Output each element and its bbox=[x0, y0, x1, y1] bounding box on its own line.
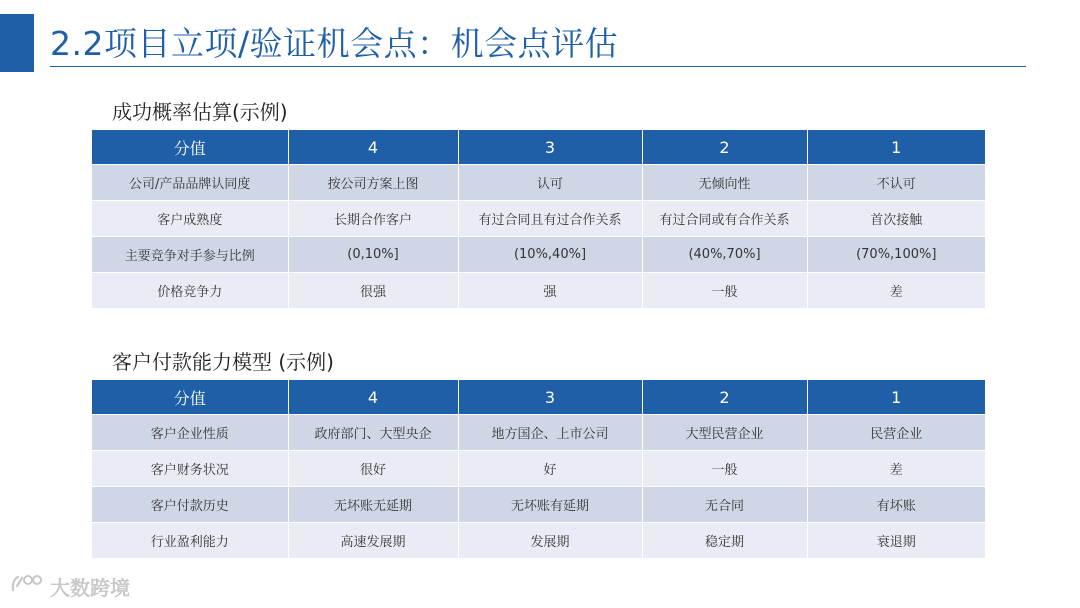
table-cell: 大型民营企业 bbox=[642, 415, 807, 451]
header-cell: 2 bbox=[642, 130, 807, 165]
table-cell: 衰退期 bbox=[807, 523, 985, 559]
header-cell: 1 bbox=[807, 380, 985, 415]
payment-capability-table bbox=[92, 380, 985, 558]
header-cell: 3 bbox=[458, 380, 642, 415]
header-cell: 1 bbox=[807, 130, 985, 165]
table-header-row bbox=[92, 130, 985, 165]
table-row bbox=[92, 415, 985, 451]
table-cell: 无倾向性 bbox=[642, 165, 807, 201]
row-label: 客户成熟度 bbox=[92, 201, 288, 237]
header-cell: 4 bbox=[288, 130, 458, 165]
table-row bbox=[92, 273, 985, 309]
row-label: 行业盈利能力 bbox=[92, 523, 288, 559]
title-divider bbox=[50, 66, 1026, 67]
table-row bbox=[92, 237, 985, 273]
table-cell: (10%,40%] bbox=[458, 237, 642, 273]
table-cell: 长期合作客户 bbox=[288, 201, 458, 237]
table-cell: 高速发展期 bbox=[288, 523, 458, 559]
page-title: 2.2项目立项/验证机会点：机会点评估 bbox=[50, 24, 619, 63]
table-cell: (0,10%] bbox=[288, 237, 458, 273]
table-cell: 强 bbox=[458, 273, 642, 309]
row-label: 主要竞争对手参与比例 bbox=[92, 237, 288, 273]
table-cell: (40%,70%] bbox=[642, 237, 807, 273]
watermark-text: 大数跨境 bbox=[50, 576, 130, 600]
row-label: 公司/产品品牌认同度 bbox=[92, 165, 288, 201]
table-cell: (70%,100%] bbox=[807, 237, 985, 273]
section-title-payment-capability: 客户付款能力模型 (示例) bbox=[112, 350, 334, 374]
header-cell: 4 bbox=[288, 380, 458, 415]
row-label: 客户财务状况 bbox=[92, 451, 288, 487]
table-cell: 发展期 bbox=[458, 523, 642, 559]
success-probability-table bbox=[92, 130, 985, 308]
logo-icon bbox=[10, 572, 46, 601]
table-cell: 有坏账 bbox=[807, 487, 985, 523]
table-cell: 无合同 bbox=[642, 487, 807, 523]
table-header-row bbox=[92, 380, 985, 415]
table-row bbox=[92, 451, 985, 487]
table-row bbox=[92, 201, 985, 237]
row-label: 价格竞争力 bbox=[92, 273, 288, 309]
table-cell: 好 bbox=[458, 451, 642, 487]
table-cell: 认可 bbox=[458, 165, 642, 201]
table-row bbox=[92, 487, 985, 523]
table-cell: 不认可 bbox=[807, 165, 985, 201]
table-row bbox=[92, 165, 985, 201]
watermark bbox=[10, 572, 130, 601]
table-cell: 差 bbox=[807, 451, 985, 487]
table-cell: 有过合同或有合作关系 bbox=[642, 201, 807, 237]
table-cell: 地方国企、上市公司 bbox=[458, 415, 642, 451]
header-cell: 2 bbox=[642, 380, 807, 415]
header-cell: 分值 bbox=[92, 130, 288, 165]
table-cell: 无坏账无延期 bbox=[288, 487, 458, 523]
table-cell: 差 bbox=[807, 273, 985, 309]
table-cell: 民营企业 bbox=[807, 415, 985, 451]
title-accent-bar bbox=[0, 14, 34, 72]
row-label: 客户付款历史 bbox=[92, 487, 288, 523]
table-cell: 政府部门、大型央企 bbox=[288, 415, 458, 451]
table-cell: 无坏账有延期 bbox=[458, 487, 642, 523]
table-cell: 稳定期 bbox=[642, 523, 807, 559]
table-cell: 很强 bbox=[288, 273, 458, 309]
header-cell: 分值 bbox=[92, 380, 288, 415]
row-label: 客户企业性质 bbox=[92, 415, 288, 451]
table-row bbox=[92, 523, 985, 559]
table-cell: 很好 bbox=[288, 451, 458, 487]
section-title-success-probability: 成功概率估算(示例) bbox=[112, 100, 288, 124]
table-cell: 一般 bbox=[642, 451, 807, 487]
table-cell: 按公司方案上图 bbox=[288, 165, 458, 201]
header-cell: 3 bbox=[458, 130, 642, 165]
table-cell: 有过合同且有过合作关系 bbox=[458, 201, 642, 237]
table-cell: 一般 bbox=[642, 273, 807, 309]
table-cell: 首次接触 bbox=[807, 201, 985, 237]
